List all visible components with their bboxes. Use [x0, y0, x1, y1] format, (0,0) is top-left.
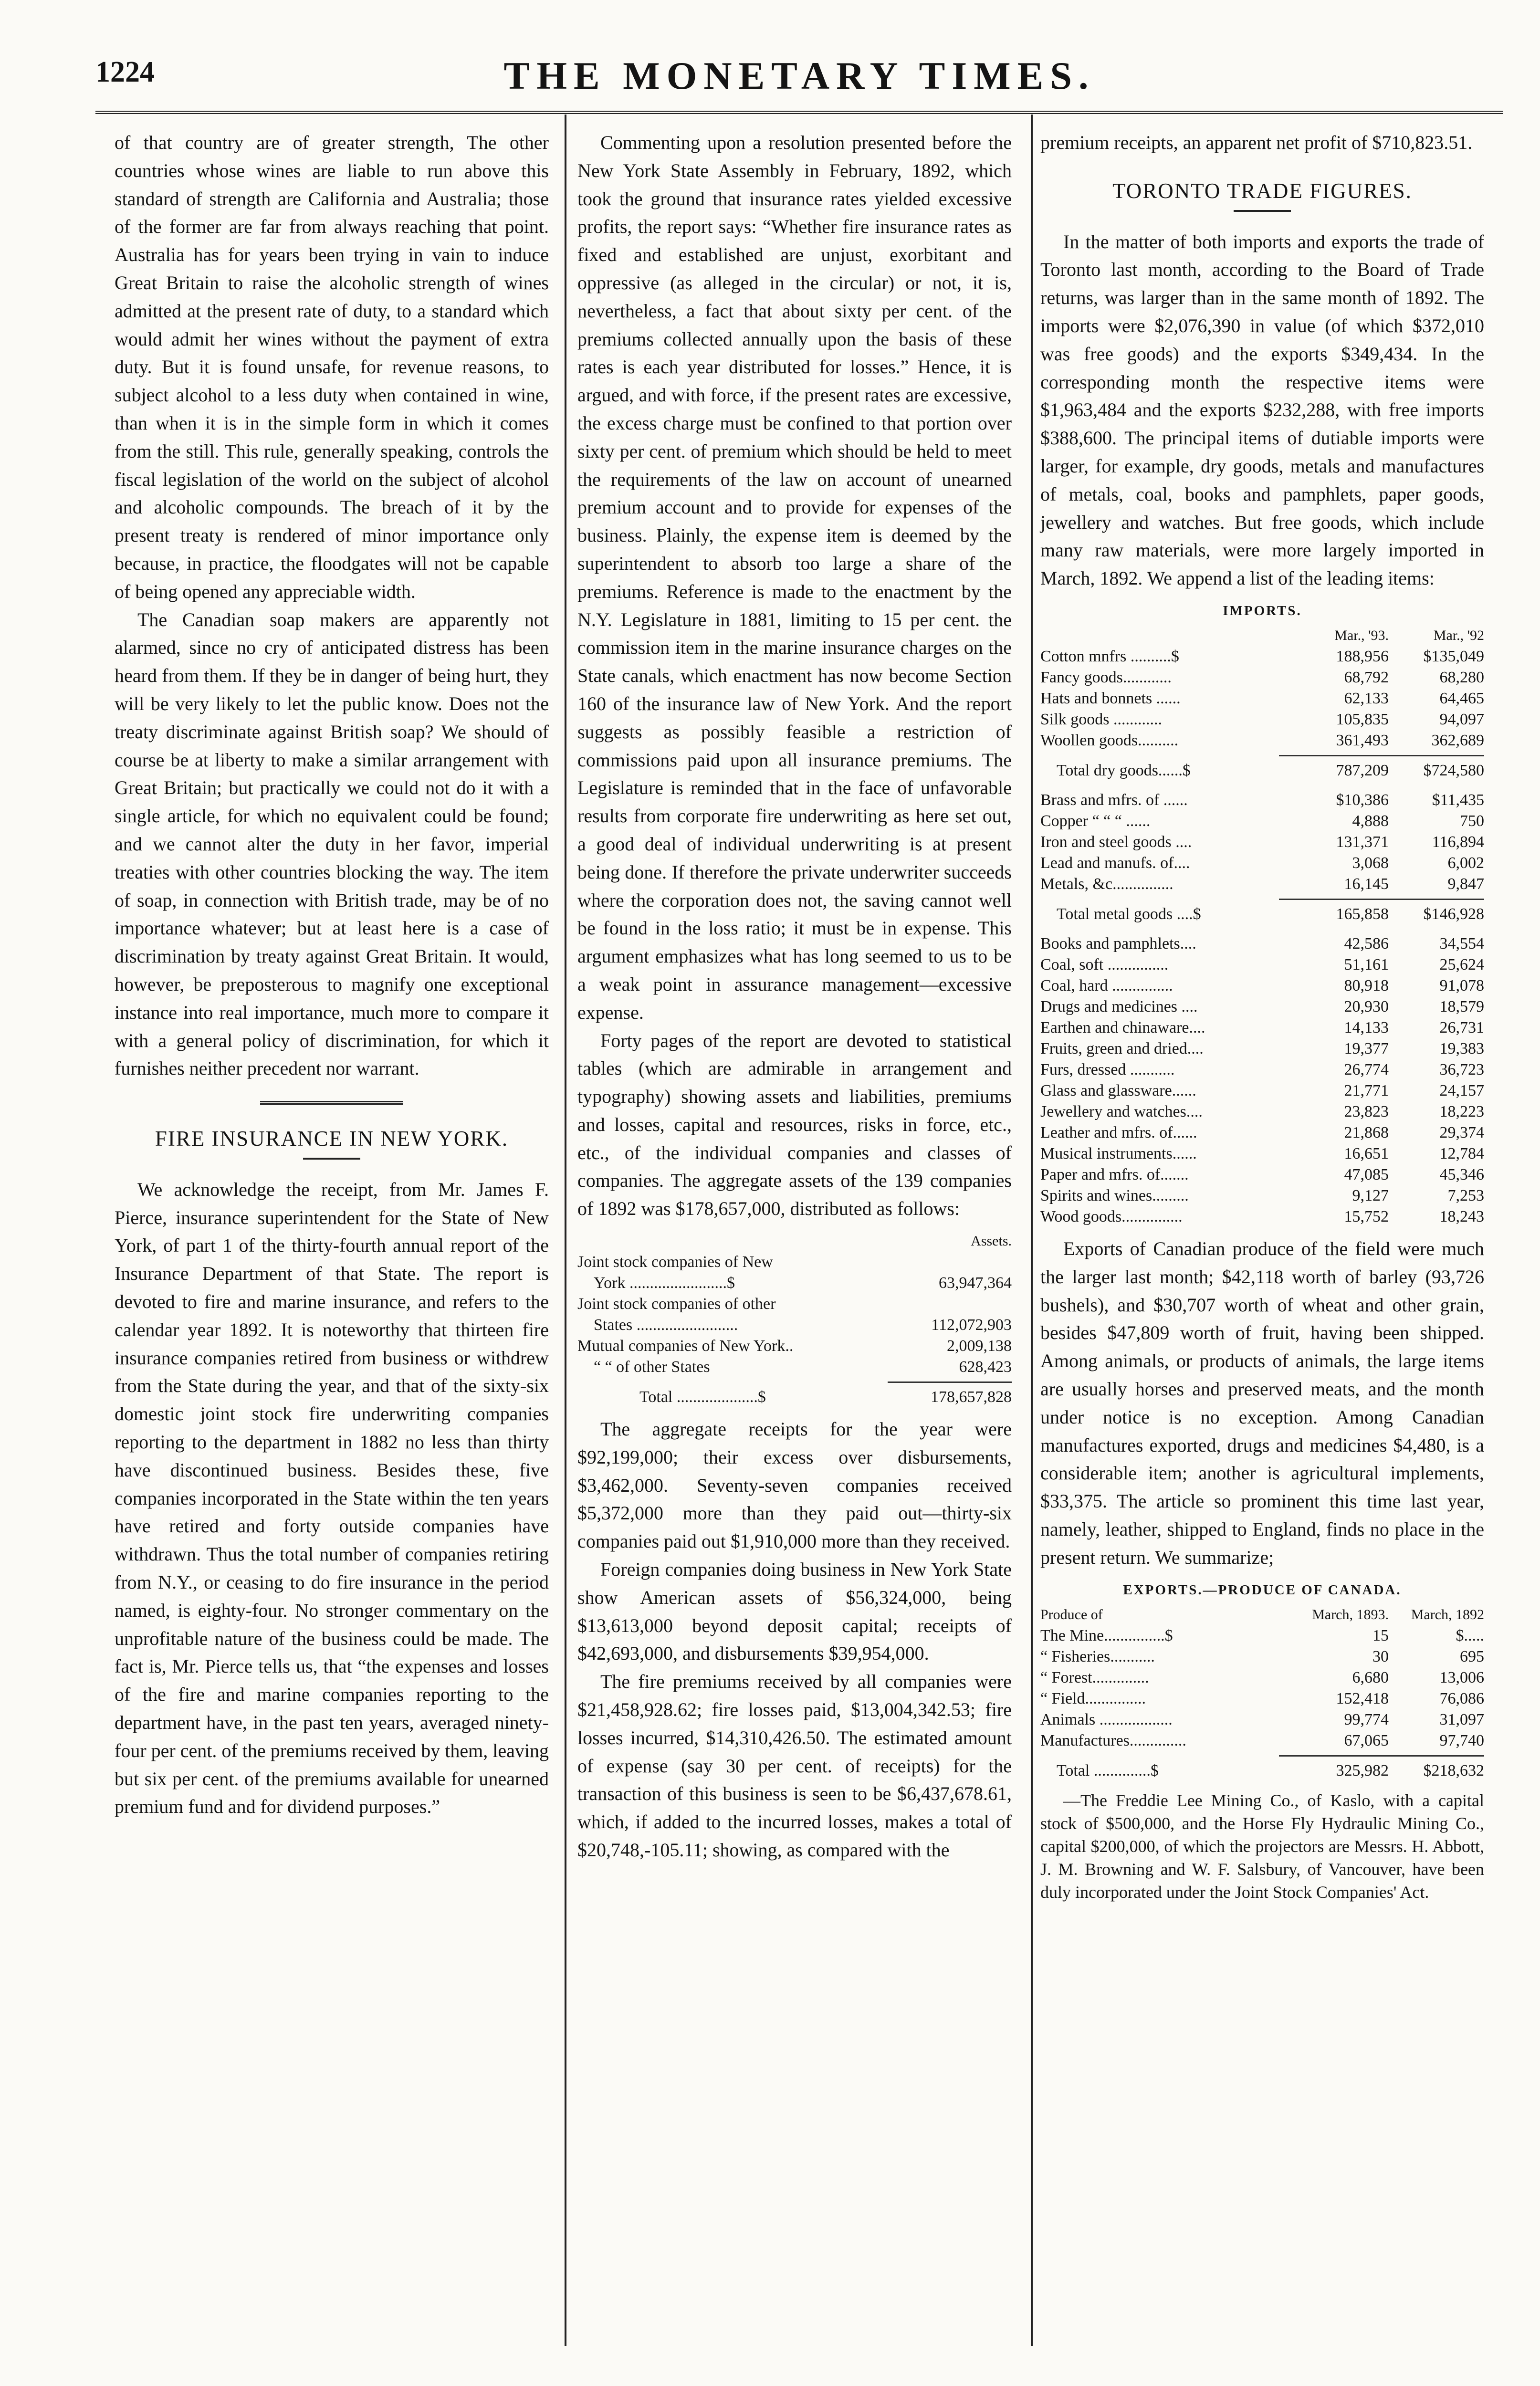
table-cell: $135,049: [1423, 647, 1484, 665]
table-row: Mutual companies of New York.. 2,009,138: [577, 1337, 1012, 1355]
table-caption: IMPORTS.: [1223, 603, 1302, 618]
table-cell: 47,085: [1344, 1165, 1389, 1183]
table-cell: Leather and mfrs. of......: [1040, 1123, 1197, 1141]
table-row: [1040, 954, 1484, 975]
table-header: Mar., '93. Mar., '92: [1334, 627, 1484, 643]
column-1: [115, 129, 549, 1821]
column-2: [577, 129, 1012, 1864]
table-row: [1040, 1017, 1484, 1038]
table-cell: 62,133: [1344, 689, 1389, 707]
table-row: [1040, 975, 1484, 996]
table-cell: 76,086: [1439, 1689, 1484, 1707]
table-row: [1040, 1709, 1484, 1730]
table-cell: 15,752: [1344, 1207, 1389, 1225]
table-cell: 23,823: [1344, 1102, 1389, 1120]
table-cell: Fruits, green and dried....: [1040, 1039, 1204, 1057]
table-cell: 105,835: [1336, 710, 1389, 728]
header-rule: [95, 111, 1503, 114]
table-cell: 21,771: [1344, 1081, 1389, 1099]
table-row: [1040, 667, 1484, 688]
table-cell: 18,243: [1439, 1207, 1484, 1225]
article-paragraph: —The Freddie Lee Mining Co., of Kaslo, with a capital stock of $500,000, and the Horse Fly Hydraulic Mining Co., capital $200,000, of which the projectors are Messrs. H. Abbott, J. M. Browning and W. F. Salsbury, of Vancouver, have been duly incorporated under the Joint Stock Companies' Act.: [1040, 1790, 1484, 1902]
table-cell: Earthen and chinaware....: [1040, 1018, 1205, 1036]
table-cell: 131,371: [1336, 833, 1389, 851]
table-cell: 26,731: [1439, 1018, 1484, 1036]
table-row: [1040, 1059, 1484, 1080]
table-cell: 9,847: [1447, 875, 1484, 893]
table-cell: 152,418: [1336, 1689, 1389, 1707]
table-cell: 4,888: [1352, 812, 1389, 830]
exports-table: [1040, 1580, 1484, 1781]
table-cell: The Mine...............$: [1040, 1626, 1173, 1644]
table-row: [1040, 1730, 1484, 1751]
table-cell: 26,774: [1344, 1060, 1389, 1078]
table-row: Joint stock companies of New: [577, 1253, 773, 1271]
table-row: [1040, 853, 1484, 874]
table-cell: Wood goods...............: [1040, 1207, 1183, 1225]
table-row: [1040, 811, 1484, 832]
table-cell: 36,723: [1439, 1060, 1484, 1078]
table-cell: 7,253: [1447, 1186, 1484, 1204]
table-cell: 64,465: [1439, 689, 1484, 707]
table-cell: Iron and steel goods ....: [1040, 833, 1192, 851]
table-row: States ......................... 112,072,903: [594, 1316, 1012, 1334]
table-cell: 188,956: [1336, 647, 1389, 665]
table-cell: 30: [1372, 1647, 1389, 1665]
table-row: [1040, 1038, 1484, 1059]
table-cell: 14,133: [1344, 1018, 1389, 1036]
table-cell: 68,792: [1344, 668, 1389, 686]
table-cell: 45,346: [1439, 1165, 1484, 1183]
masthead-title: THE MONETARY TIMES.: [503, 54, 1095, 97]
table-row: [1040, 1688, 1484, 1709]
table-row: [1040, 1143, 1484, 1164]
table-cell: Coal, hard ...............: [1040, 976, 1173, 994]
table-row: [1040, 1164, 1484, 1185]
table-cell: Silk goods ............: [1040, 710, 1163, 728]
table-row: [1040, 1646, 1484, 1667]
table-row: [1040, 832, 1484, 853]
table-row: [1040, 730, 1484, 751]
column-divider: [565, 115, 566, 2346]
table-cell: 6,002: [1447, 854, 1484, 872]
table-cell: Metals, &c...............: [1040, 875, 1173, 893]
table-cell: Manufactures..............: [1040, 1731, 1186, 1749]
table-cell: 91,078: [1439, 976, 1484, 994]
table-cell: Brass and mfrs. of ......: [1040, 791, 1188, 809]
table-cell: Spirits and wines.........: [1040, 1186, 1189, 1204]
table-cell: Coal, soft ...............: [1040, 955, 1169, 973]
table-cell: 18,579: [1439, 997, 1484, 1015]
table-cell: “ Forest..............: [1040, 1668, 1149, 1686]
column-divider: [1031, 115, 1033, 2346]
table-cell: Glass and glassware......: [1040, 1081, 1196, 1099]
assets-table: [577, 1231, 1012, 1408]
table-cell: 750: [1460, 812, 1484, 830]
table-cell: 16,651: [1344, 1144, 1389, 1162]
table-rule: [1279, 899, 1484, 900]
table-cell: Musical instruments......: [1040, 1144, 1197, 1162]
table-cell: Lead and manufs. of....: [1040, 854, 1190, 872]
table-cell: Cotton mnfrs ..........$: [1040, 647, 1179, 665]
table-cell: $10,386: [1336, 791, 1389, 809]
table-cell: 19,383: [1439, 1039, 1484, 1057]
table-caption: EXPORTS.—PRODUCE OF CANADA.: [1123, 1582, 1402, 1598]
table-cell: 67,065: [1344, 1731, 1389, 1749]
table-cell: 31,097: [1439, 1710, 1484, 1728]
column-3: [1040, 129, 1484, 1904]
table-cell: Furs, dressed ...........: [1040, 1060, 1175, 1078]
article-paragraph: In the matter of both imports and exports the trade of Toronto last month, according to the Board of Trade returns, was larger than in the same month of 1892. The imports were $2,076,390 in value (of which $372,010 was free goods) and the exports $349,434. In the corresponding month the respective items were $1,963,484 and the exports $232,288, with free imports $388,600. The principal items of dutiable imports were larger, for example, dry goods, metals and manufactures of metals, coal, books and pamphlets, paper goods, jewellery and watches. But free goods, which include many raw materials, were more largely imported in March, 1892. We append a list of the leading items:: [1040, 230, 1484, 589]
table-row: [1040, 1185, 1484, 1206]
table-cell: Books and pamphlets....: [1040, 934, 1196, 952]
table-row: Joint stock companies of other: [577, 1295, 776, 1313]
table-cell: “ Field...............: [1040, 1689, 1146, 1707]
table-cell: 15: [1372, 1626, 1389, 1644]
table-cell: 116,894: [1432, 833, 1484, 851]
table-cell: 12,784: [1439, 1144, 1484, 1162]
table-cell: $11,435: [1432, 791, 1484, 809]
table-cell: 29,374: [1439, 1123, 1484, 1141]
table-cell: “ Fisheries...........: [1040, 1647, 1155, 1665]
table-cell: $.....: [1456, 1626, 1484, 1644]
table-cell: 9,127: [1352, 1186, 1389, 1204]
imports-table: [1040, 600, 1484, 1227]
table-row: [1040, 1625, 1484, 1646]
section-rule: [260, 1101, 403, 1105]
table-row: [1040, 933, 1484, 954]
table-row: [1040, 1080, 1484, 1101]
table-row: [1040, 688, 1484, 709]
table-cell: Fancy goods............: [1040, 668, 1172, 686]
table-row: “ “ of other States 628,423: [594, 1358, 1012, 1376]
article-paragraph: The Canadian soap makers are apparently not alarmed, since no cry of anticipated distress has been heard from them. If they be in danger of being hurt, they will be very likely to let the public know. Does not the treaty discriminate against British soap? We should of course be at liberty to make a similar arrangement with Great Britain; but practically we could not do it with a single article, for which no equivalent could be found; and we cannot alter the duty in her favor, imperial treaties with other countries blocking the way. The item of soap, in connection with British trade, may be of no importance whatever; but at least here is a case of discrimination by treaty against Great Britain. It would, however, be preposterous to magnify one exceptional instance into real importance, much more to compare it with a general policy of discrimination, for which it furnishes neither precedent nor warrant.: [115, 608, 549, 1079]
table-row: [1040, 874, 1484, 895]
table-cell: Jewellery and watches....: [1040, 1102, 1203, 1120]
table-total-row: Total dry goods......$ 787,209 $724,580: [1057, 761, 1484, 779]
table-row: [1040, 1667, 1484, 1688]
table-cell: 695: [1460, 1647, 1484, 1665]
page-number: 1224: [95, 56, 155, 88]
table-cell: Hats and bonnets ......: [1040, 689, 1181, 707]
table-header: Assets.: [971, 1233, 1012, 1249]
table-row: [1040, 709, 1484, 730]
table-cell: 21,868: [1344, 1123, 1389, 1141]
table-cell: 24,157: [1439, 1081, 1484, 1099]
article-paragraph: We acknowledge the receipt, from Mr. James F. Pierce, insurance superintendent for the State of New York, of part 1 of the thirty-fourth annual report of the Insurance Department of that State. The report is devoted to fire and marine insurance, and refers to the calendar year 1892. It is noteworthy that thirteen fire insurance companies retired from business or withdrew from the State during the year, and that of the sixty-six domestic joint stock fire underwriting companies reporting to the department in 1882 no less than thirty have discontinued business. Besides these, five companies incorporated in the State within the ten years have retired and forty outside companies have withdrawn. Thus the total number of companies retiring from N.Y., or ceasing to do fire insurance in the period named, is eighty-four. No stronger commentary on the unprofitable nature of the business could be made. The fact is, Mr. Pierce tells us, that “the expenses and losses of the fire and marine companies reporting to the department have, in the past ten years, averaged ninety-four per cent. of the premiums received by them, leaving but six per cent. of the premiums available for unearned premium fund and for dividend purposes.”: [115, 1178, 549, 1818]
article-paragraph: Commenting upon a resolution presented before the New York State Assembly in February, 1892, which took the ground that insurance rates yielded excessive profits, the report says: “Whether fire insurance rates as fixed and established are unjust, exorbitant and oppressive (as alleged in the circular) or not, it is, nevertheless, a fact that about sixty per cent. of the premiums collected annually upon the basis of these rates is each year distributed for losses.” Hence, it is argued, and with force, if the present rates are excessive, the excess charge must be confined to that portion over sixty per cent. of premium which should be held to meet the requirements of the law on account of unearned premium account and to provide for expenses of the business. Plainly, the expense item is deemed by the superintendent to absorb too large a share of the premiums. Reference is made to the enactment by the N.Y. Legislature in 1881, limiting to 15 per cent. the commission item in the marine insurance charges on the State canals, which enactment has now become Section 160 of the insurance law of New York. And the report suggests as possibly feasible a restriction of commissions paid upon all insurance premiums. The Legislature is reminded that in the face of unfavorable results from corporate fire underwriting as here set out, a good deal of individual underwriting is at present being done. If therefore the private underwriter succeeds where the corporation does not, the saving cannot well be found in the loss ratio; it must be in expense. This argument emphasizes what has long seemed to us to be a weak point in assurance management—excessive expense.: [577, 132, 1012, 1023]
table-cell: 6,680: [1352, 1668, 1389, 1686]
table-cell: 13,006: [1439, 1668, 1484, 1686]
table-cell: 18,223: [1439, 1102, 1484, 1120]
table-row: [1040, 1101, 1484, 1122]
title-rule: [1234, 210, 1291, 212]
table-cell: Paper and mfrs. of.......: [1040, 1165, 1189, 1183]
article-paragraph: of that country are of greater strength, The other countries whose wines are liable to run above this standard of strength are California and Australia; those of the former are far from always reaching that point. Australia has for years been trying in vain to induce Great Britain to raise the alcoholic strength of wines admitted at the present rate of duty, to a standard which would admit her wines without the payment of extra duty. But it is found unsafe, for revenue reasons, to subject alcohol to a less duty when contained in wine, than when it is in the simple form in which it comes from the still. This rule, generally speaking, controls the fiscal legislation of the world on the subject of alcohol and alcoholic compounds. The breach of it by the present treaty is rendered of minor importance only because, in practice, the floodgates will not be capable of being opened any appreciable width.: [115, 132, 549, 602]
title-rule: [303, 1158, 360, 1160]
table-cell: 20,930: [1344, 997, 1389, 1015]
table-cell: Woollen goods..........: [1040, 731, 1179, 749]
table-cell: 34,554: [1439, 934, 1484, 952]
table-cell: Animals ..................: [1040, 1710, 1173, 1728]
article-paragraph: Exports of Canadian produce of the field were much the larger last month; $42,118 worth of barley (93,726 bushels), and $30,707 worth of wheat and other grain, besides $47,809 worth of fruit, having been shipped. Among animals, or products of animals, the large items are usually horses and preserved meats, and the month under notice is no exception. Among Canadian manufactures exported, drugs and medicines $4,480, is a considerable item; another is agricultural implements, $33,375. The article so prominent this time last year, namely, leather, shipped to England, finds no place in the present return. We summarize;: [1040, 1237, 1484, 1568]
article-paragraph: Forty pages of the report are devoted to statistical tables (which are admirable in arrangement and typography) showing assets and liabilities, premiums and losses, capital and resources, risks in force, etc., etc., of the individual companies and classes of companies. The aggregate assets of the 139 companies of 1892 was $178,657,000, distributed as follows:: [577, 1029, 1012, 1220]
table-cell: 19,377: [1344, 1039, 1389, 1057]
table-row: [1040, 1206, 1484, 1227]
table-row: York ........................$ 63,947,364: [594, 1274, 1012, 1292]
section-title-toronto-trade: TORONTO TRADE FIGURES.: [1112, 178, 1412, 203]
table-total-row: Total ..............$ 325,982 $218,632: [1057, 1761, 1484, 1779]
table-rule: [1279, 1755, 1484, 1757]
table-row: [1040, 790, 1484, 811]
table-cell: 51,161: [1344, 955, 1389, 973]
article-paragraph: The aggregate receipts for the year were $92,199,000; their excess over disbursements, $3,462,000. Seventy-seven companies received $5,372,000 more than they paid out—thirty-six companies paid out $1,910,000 more than they received.: [577, 1418, 1012, 1552]
table-cell: 99,774: [1344, 1710, 1389, 1728]
table-cell: 362,689: [1431, 731, 1484, 749]
table-cell: 25,624: [1439, 955, 1484, 973]
table-rule: [888, 1381, 1012, 1383]
article-paragraph: The fire premiums received by all companies were $21,458,928.62; fire losses paid, $13,004,342.53; fire losses incurred, $14,310,426.50. The estimated amount of expense (say 30 per cent. of receipts) for the transaction of this business is seen to be $6,437,678.61, which, if added to the incurred losses, makes a total of $20,748,-105.11; showing, as compared with the: [577, 1671, 1012, 1861]
table-cell: 42,586: [1344, 934, 1389, 952]
table-cell: 3,068: [1352, 854, 1389, 872]
table-cell: 361,493: [1336, 731, 1389, 749]
section-title-fire-insurance: FIRE INSURANCE IN NEW YORK.: [155, 1127, 509, 1151]
page-header: [95, 52, 1503, 104]
table-cell: Drugs and medicines ....: [1040, 997, 1198, 1015]
table-header: Produce of March, 1893. March, 1892: [1040, 1606, 1484, 1622]
table-cell: 94,097: [1439, 710, 1484, 728]
table-cell: Copper “ “ “ ......: [1040, 812, 1151, 830]
table-row: [1040, 646, 1484, 667]
table-cell: 16,145: [1344, 875, 1389, 893]
table-total-row: Total metal goods ....$ 165,858 $146,928: [1057, 905, 1484, 923]
table-rule: [1279, 755, 1484, 756]
article-paragraph: premium receipts, an apparent net profit of $710,823.51.: [1040, 132, 1473, 153]
table-row: [1040, 996, 1484, 1017]
article-paragraph: Foreign companies doing business in New York State show American assets of $56,324,000, being $13,613,000 beyond deposit capital; receipts of $42,693,000, and disbursements $39,954,000.: [577, 1559, 1012, 1664]
table-cell: 80,918: [1344, 976, 1389, 994]
table-cell: 97,740: [1439, 1731, 1484, 1749]
table-row: [1040, 1122, 1484, 1143]
table-cell: 68,280: [1439, 668, 1484, 686]
table-total-row: Total ....................$ 178,657,828: [639, 1388, 1012, 1406]
